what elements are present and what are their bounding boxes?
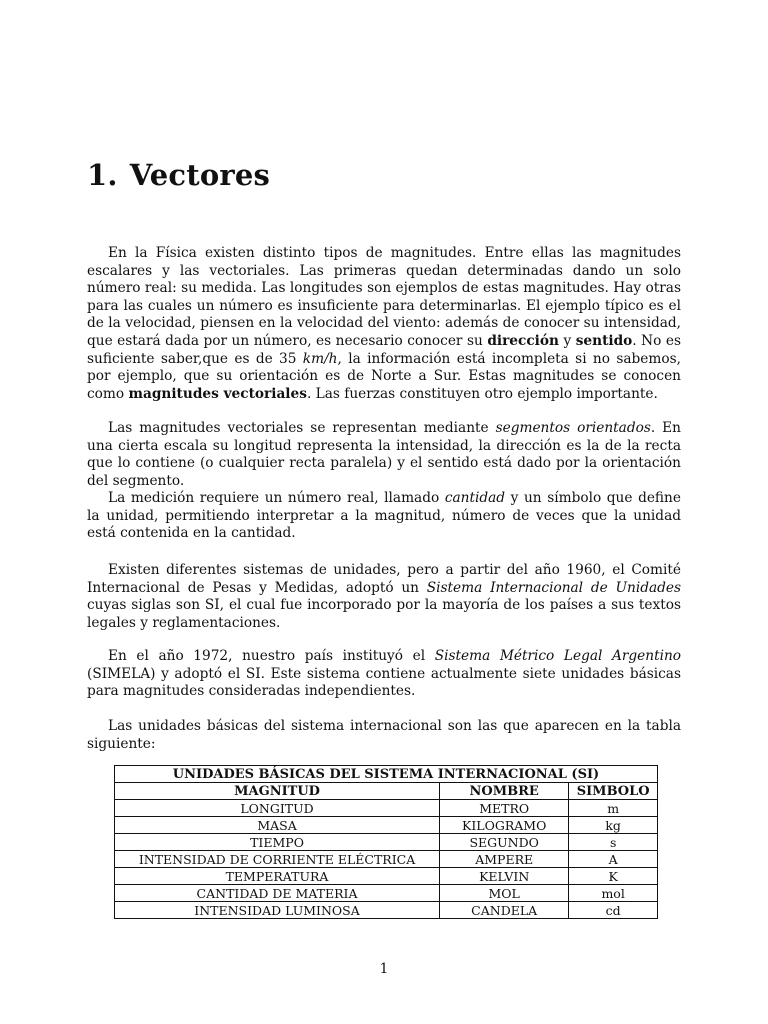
table-cell: SEGUNDO	[440, 834, 569, 851]
emphasis-magnitudes-vectoriales: magnitudes vectoriales	[128, 385, 307, 402]
section-number: 1.	[87, 158, 118, 192]
table-title-row	[115, 766, 658, 783]
table-cell: cd	[569, 902, 658, 919]
paragraph-4: Existen diferentes sistemas de unidades, pero a partir del año 1960, el Comité Internacional de Pesas y Medidas, adoptó un Sistema Internacional de Unidades cuyas siglas son SI, el cual fue incorporado por la mayoría de los países a sus textos legales y reglamentaciones.	[87, 562, 682, 631]
emphasis-segmentos-orientados: segmentos orientados	[495, 420, 651, 436]
table-cell: K	[569, 868, 658, 885]
table-header-row	[115, 783, 658, 800]
emphasis-cantidad: cantidad	[444, 490, 506, 506]
paragraph-2: Las magnitudes vectoriales se representan mediante segmentos orientados. En una cierta escala su longitud representa la intensidad, la dirección es la de la recta que lo contiene (o cualquier recta paralela) y el sentido está dado por la orientación del segmento.	[87, 420, 681, 489]
table-cell: A	[569, 851, 658, 868]
emphasis-simela: Sistema Métrico Legal Argentino	[434, 648, 682, 664]
table-row	[115, 885, 658, 902]
paragraph-3: La medición requiere un número real, llamado cantidad y un símbolo que define la unidad, permitiendo interpretar a la magnitud, número de veces que la unidad está contenida en la cantidad.	[87, 490, 681, 542]
table-cell: LONGITUD	[115, 800, 440, 817]
table-row	[115, 817, 658, 834]
emphasis-sistema-internacional: Sistema Internacional de Unidades	[426, 579, 682, 596]
table-cell: AMPERE	[440, 851, 569, 868]
table-cell: CANDELA	[440, 902, 569, 919]
table-cell: INTENSIDAD DE CORRIENTE ELÉCTRICA	[115, 851, 440, 868]
table-cell: KILOGRAMO	[440, 817, 569, 834]
table-cell: mol	[569, 885, 658, 902]
column-header: SIMBOLO	[569, 783, 658, 800]
section-title-text: Vectores	[129, 158, 271, 192]
table-row	[115, 868, 658, 885]
paragraph-6: Las unidades básicas del sistema internacional son las que aparecen en la tabla siguiente:	[87, 718, 681, 752]
table-cell: INTENSIDAD LUMINOSA	[115, 902, 440, 919]
table-cell: TEMPERATURA	[115, 868, 440, 885]
table-row	[115, 902, 658, 919]
emphasis-sentido: sentido	[575, 332, 633, 349]
table-cell: KELVIN	[440, 868, 569, 885]
table-cell: TIEMPO	[115, 834, 440, 851]
paragraph-1: En la Física existen distinto tipos de magnitudes. Entre ellas las magnitudes escalares y las vectoriales. Las primeras quedan determinadas dando un solo número real: su medida. Las longitudes son ejemplos de estas magnitudes. Hay otras para las cuales un número es insuficiente para determinarlas. El ejemplo típico es el de la velocidad, piensen en la velocidad del viento: además de conocer su intensidad, que estará dada por un número, es necesario conocer su dirección y sentido. No es suficiente saber,que es de 35 km/h, la información está incompleta si no sabemos, por ejemplo, que su orientación es de Norte a Sur. Estas magnitudes se conocen como magnitudes vectoriales. Las fuerzas constituyen otro ejemplo importante.	[87, 245, 681, 402]
table-cell: MOL	[440, 885, 569, 902]
table-row	[115, 834, 658, 851]
table-cell: m	[569, 800, 658, 817]
table-title: UNIDADES BÁSICAS DEL SISTEMA INTERNACIONAL (SI)	[115, 766, 658, 783]
table-row	[115, 851, 658, 868]
unit-kmh: km/h	[302, 350, 338, 367]
emphasis-direccion: dirección	[487, 332, 559, 349]
column-header: MAGNITUD	[115, 783, 440, 800]
table-cell: CANTIDAD DE MATERIA	[115, 885, 440, 902]
table-cell: METRO	[440, 800, 569, 817]
section-title	[87, 158, 270, 192]
page-number: 1	[379, 961, 389, 977]
table-cell: kg	[569, 817, 658, 834]
table-cell: MASA	[115, 817, 440, 834]
column-header: NOMBRE	[440, 783, 569, 800]
table-row	[115, 800, 658, 817]
paragraph-5: En el año 1972, nuestro país instituyó el Sistema Métrico Legal Argentino (SIMELA) y adoptó el SI. Este sistema contiene actualmente siete unidades básicas para magnitudes consideradas independientes.	[87, 648, 682, 700]
table-cell: s	[569, 834, 658, 851]
si-units-table	[114, 765, 658, 919]
